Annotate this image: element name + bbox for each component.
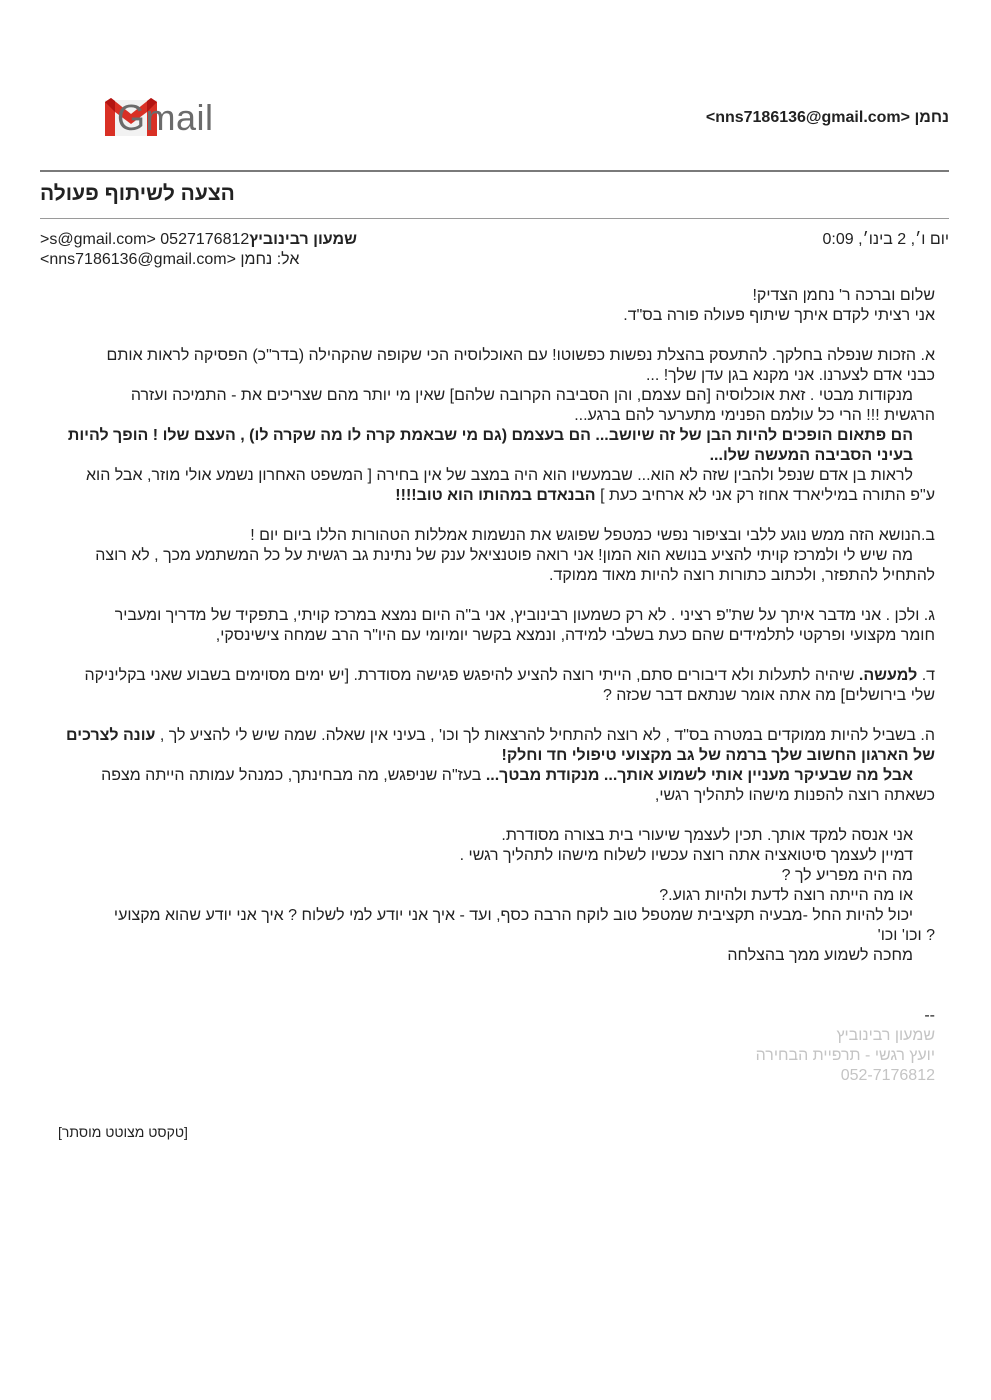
paragraph-line: הרגשית !!! הרי כל עולמם הפנימי מתערער להם ברגע... [574, 407, 935, 424]
paragraph-text: ע"פ התורה במיליארד אחוז רק אני לא ארחיב כעת ] [600, 487, 935, 504]
bold-paragraph: הם פתאום הופכים להיות הבן של זה שיושב... הם בעצמם (גם מי שבאמת קרה לו מה שקרה לו) , העצם שלו ! הופך להיות בעיני הסביבה המעשה שלו... [67, 427, 913, 464]
greeting-line: אני רציתי לקדם איתך שיתוף פעולה פורה בס"ד. [623, 307, 935, 324]
signature-separator: -- [924, 1007, 935, 1024]
show-quoted-text-link[interactable]: [טקסט מצוטט מוסתר] [58, 1124, 188, 1140]
paragraph-line: יכול להיות החל -מבעיה תקציבית שמטפל טוב לוקח הרבה כסף, ועד - איך אני יודע למי לשלוח ? איך אני יודע שהוא מקצועי [113, 907, 913, 924]
paragraph-line: דמיין לעצמך סיטואציה אתה רוצה עכשיו לשלוח מישהו לתהליך רגשי . [459, 847, 913, 864]
email-date: יום ו׳, 2 בינו׳, 0:09 [822, 231, 949, 248]
email-body [58, 286, 935, 1086]
gmail-logo-text: Gmail [117, 97, 214, 138]
account-email: נחמן <nns7186136@gmail.com> [705, 109, 949, 126]
bold-text: למעשה. [858, 667, 918, 684]
paragraph-text: ד. [921, 667, 935, 684]
paragraph-line: ג. ולכן . אני מדבר איתך על שת"פ רציני . לא רק כשמעון רבינוביץ, אני ב"ה היום נמצא במרכז קויתי, בתפקיד של מדריך ומעביר [114, 607, 935, 624]
signature-phone: 052-7176812 [840, 1067, 935, 1084]
paragraph-line: או מה הייתה רוצה לדעת ולהיות רגוע.? [659, 887, 913, 904]
paragraph-line [58, 726, 935, 766]
paragraph-line: מה היה מפריע לך ? [781, 867, 913, 884]
paragraph-line: ? וכו' וכו' [877, 927, 935, 944]
paragraph-text: שיהיה לתעלות ולא דיבורים סתם, הייתי רוצה להציע להיפגש פגישה מסודרת. [יש ימים מסוימים בשבוע שאני בקליניקה [84, 667, 855, 684]
paragraph-line: חומר מקצועי ופרקטי לתלמידים שהם כעת בשלבי למידה, ונמצא בקשר יומיומי עם היו"ר הרב שמחה צישינסקי, [215, 627, 935, 644]
paragraph-line: מנקודות מבטי . זאת אוכלוסיה [הם עצמם, והן הסביבה הקרובה שלהם] שאין מי יותר מהם שצריכים את - התמיכה ועזרה [130, 387, 913, 404]
recipient: אל: נחמן <nns7186136@gmail.com> [40, 251, 300, 268]
sender-address: s@gmail.com> 0527176812< [40, 231, 250, 248]
paragraph-text: בעז"ה שניפגש, מה מבחינתך, כמנהל עמותה הייתה מצפה [101, 767, 482, 784]
signature-title: יועץ רגשי - תרפיית הבחירה [755, 1047, 935, 1064]
bold-text: עונה לצרכים של הארגון החשוב שלך ברמה של גב מקצועי טיפולי חד וחלק! [66, 727, 935, 764]
greeting-line: שלום וברכה ר' נחמן הצדיק! [752, 287, 935, 304]
paragraph-line: שלי בירושלים] מה אתה אומר שנתאם דבר שכזה ? [602, 687, 935, 704]
signature-name: שמעון רבינוביץ [836, 1027, 935, 1044]
paragraph-text: ה. בשביל להיות ממוקדים במטרה בס"ד , לא רוצה להתחיל להרצאות לך וכו' , בעיני אין שאלה. שמה שיש לי להציע לך , [159, 727, 935, 744]
paragraph-line [58, 666, 935, 686]
paragraph-line: להתחיל להתפזר, ולכתוב כתורות רוצה להיות מאוד ממוקד. [549, 567, 935, 584]
bold-text: אבל מה שבעיקר מעניין אותי לשמוע אותך... מנקודת מבטך... [485, 767, 913, 784]
paragraph-line [58, 486, 935, 506]
paragraph-line: ב.הנושא הזה ממש נוגע ללבי ובציפור נפשי כמטפל שפוגש את הנשמות אמללות הטהורות הללו ביום יום ! [250, 527, 935, 544]
paragraph-line [58, 766, 935, 786]
subject-divider [40, 218, 949, 219]
paragraph-line: מחכה לשמוע ממך בהצלחה [727, 947, 913, 964]
bold-text: הבנאדם במהותו הוא טוב!!!! [395, 487, 596, 504]
sender [40, 231, 357, 249]
paragraph-line: כשאתה רוצה להפנות מישהו לתהליך רגשי, [654, 787, 935, 804]
paragraph-line: לראות בן אדם שנפל ולהבין שזה לא הוא... שבמעשיו הוא היה במצב של אין בחירה [ המשפט האחרון נשמע אולי מוזר, אבל הוא [85, 467, 913, 484]
paragraph-line: א. הזכות שנפלה בחלקך. להתעסק בהצלת נפשות כפשוטו! עם האוכלוסיה הכי שקופה שהקהילה (בדר"כ) הפסיקה לראות אותם [106, 347, 935, 364]
paragraph-line: כבני אדם לצערנו. אני מקנא בגן עדן שלך! ... [645, 367, 935, 384]
paragraph-line: מה שיש לי ולמרכז קויתי להציע בנושא הוא המון! אני רואה פוטנציאל ענק של נתינת גב רגשית על כל המשתמע מכך , לא רוצה [95, 547, 913, 564]
header-divider [40, 170, 949, 172]
sender-name: שמעון רבינוביץ [249, 231, 358, 248]
paragraph-line: אני אנסה למקד אותך. תכין לעצמך שיעורי בית בצורה מסודרת. [501, 827, 913, 844]
email-subject: הצעה לשיתוף פעולה [40, 182, 235, 205]
